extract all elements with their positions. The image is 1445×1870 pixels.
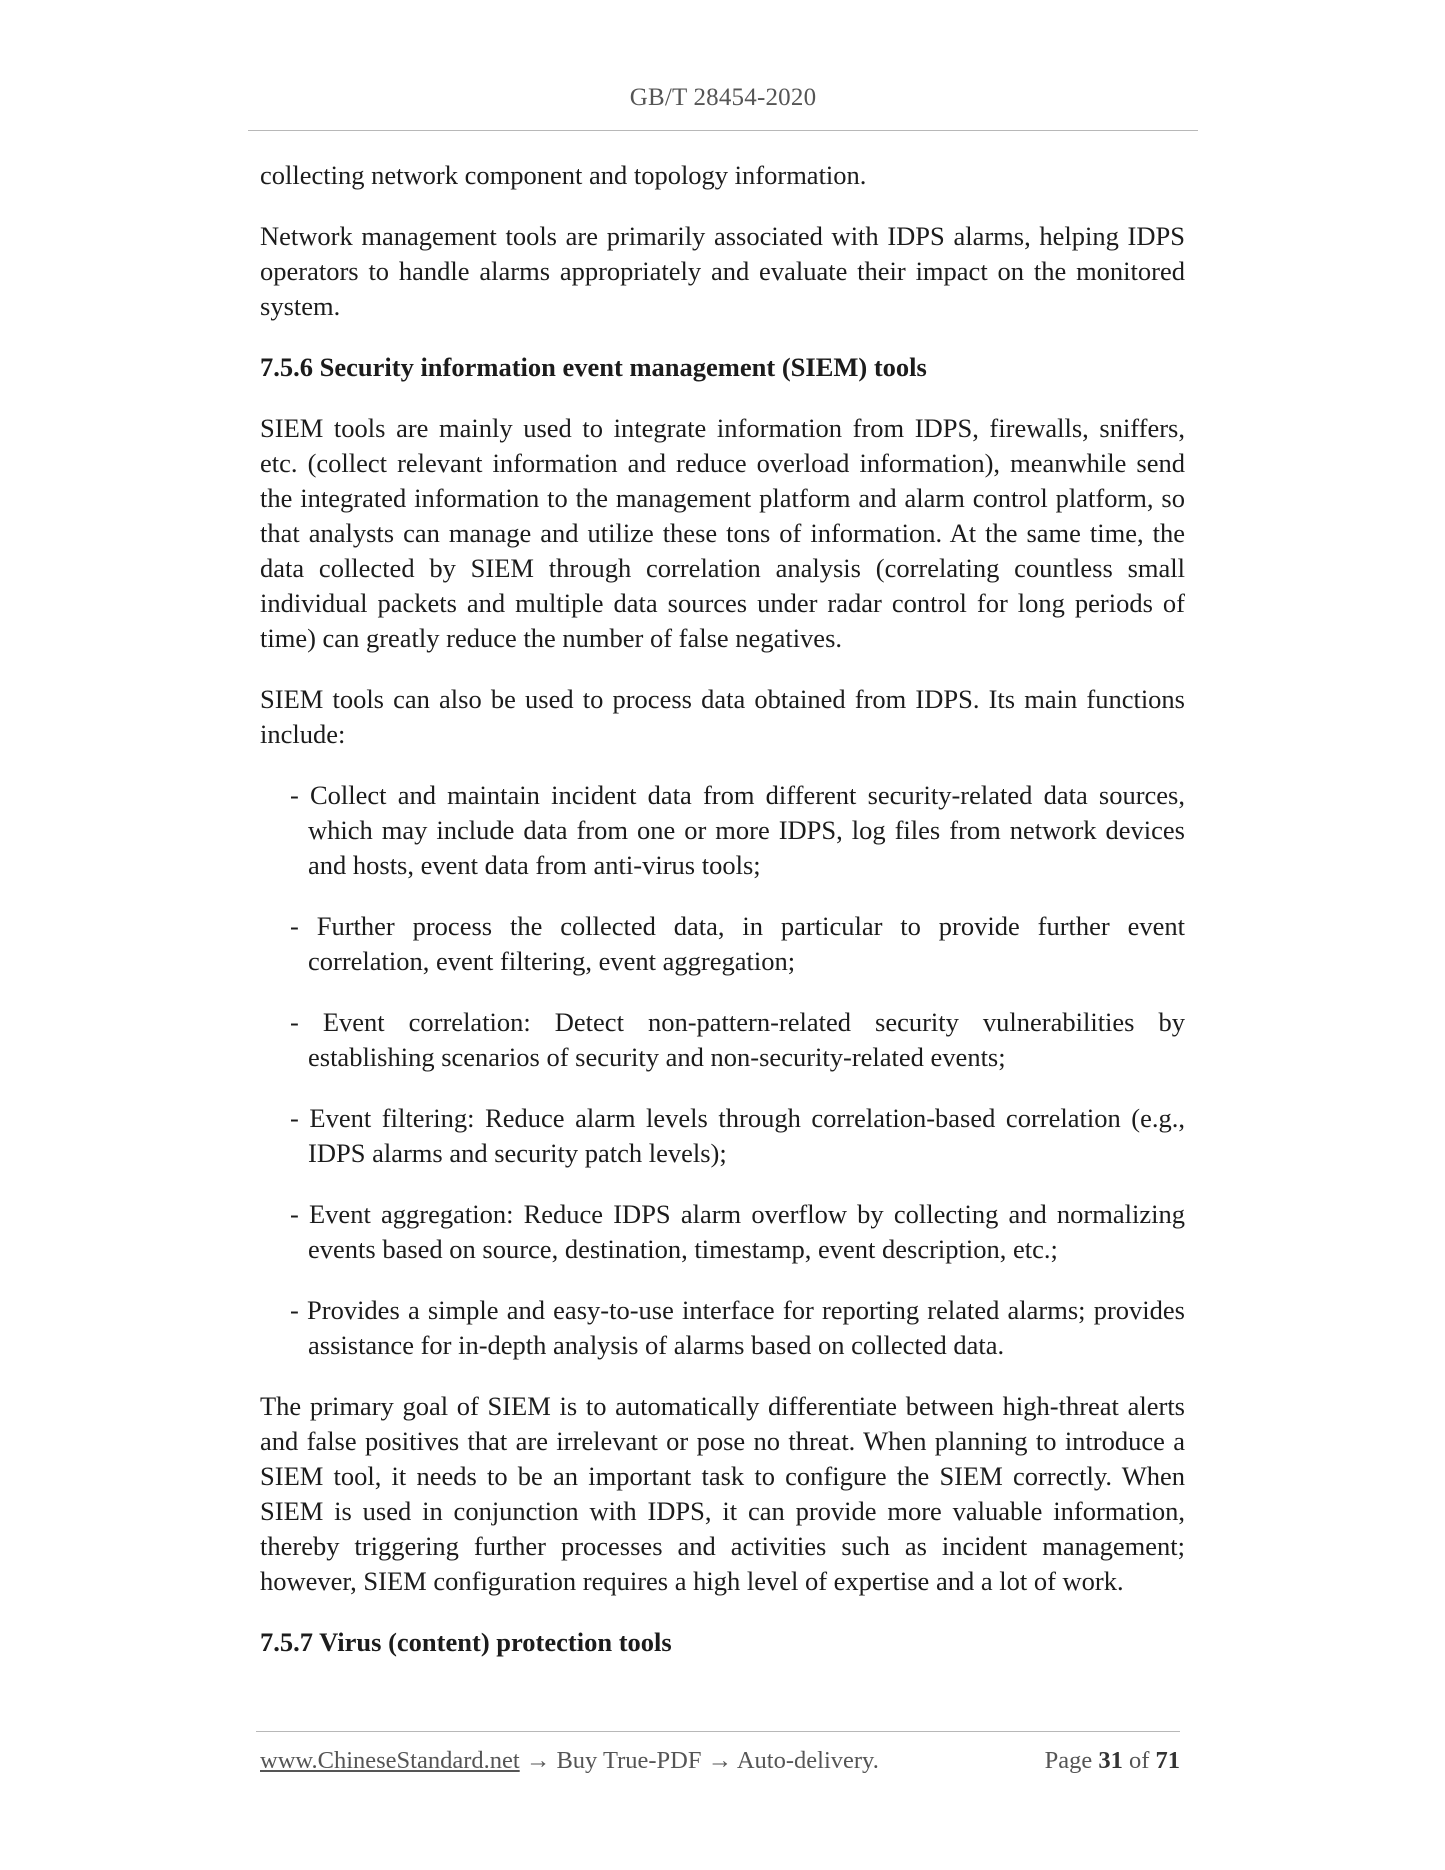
header-title: GB/T 28454-2020: [629, 84, 817, 111]
paragraph: The primary goal of SIEM is to automatically differentiate between high-threat alerts and false positives that are irrelevant or pose no threat. When planning to introduce a SIEM tool, it needs to be an important task to configure the SIEM correctly. When SIEM is used in conjunction with IDPS, it can provide more valuable information, thereby triggering further processes and activities such as incident management; however, SIEM configuration requires a high level of expertise and a lot of work.: [260, 1391, 1185, 1596]
footer-promo-text: → Buy True-PDF → Auto-delivery.: [519, 1747, 879, 1774]
section-heading: 7.5.7 Virus (content) protection tools: [260, 1627, 672, 1657]
paragraph: collecting network component and topology information.: [260, 160, 867, 190]
paragraph: Network management tools are primarily associated with IDPS alarms, helping IDPS operators to handle alarms appropriately and evaluate their impact on the monitored system.: [260, 221, 1185, 321]
list-item: - Further process the collected data, in particular to provide further event correlation, event filtering, event aggregation;: [290, 911, 1185, 976]
page-label: Page: [1044, 1747, 1093, 1774]
page-footer: [260, 1747, 1180, 1775]
page-current: 31: [1098, 1747, 1123, 1774]
list-item: - Event filtering: Reduce alarm levels through correlation-based correlation (e.g., IDPS alarms and security patch levels);: [290, 1103, 1185, 1168]
header-divider: [248, 130, 1198, 131]
list-item: - Provides a simple and easy-to-use interface for reporting related alarms; provides assistance for in-depth analysis of alarms based on collected data.: [290, 1295, 1185, 1360]
function-list: [260, 778, 1185, 1363]
page-content: [260, 158, 1185, 1686]
list-item: - Collect and maintain incident data from different security-related data sources, which may include data from one or more IDPS, log files from network devices and hosts, event data from anti-virus tools;: [290, 780, 1185, 880]
footer-divider: [256, 1731, 1180, 1732]
footer-promo: [260, 1747, 879, 1775]
paragraph: SIEM tools can also be used to process data obtained from IDPS. Its main functions include:: [260, 684, 1185, 749]
list-item: - Event correlation: Detect non-pattern-related security vulnerabilities by establishing scenarios of security and non-security-related events;: [290, 1007, 1185, 1072]
page-total: 71: [1155, 1747, 1180, 1774]
section-heading: 7.5.6 Security information event management (SIEM) tools: [260, 352, 927, 382]
paragraph: SIEM tools are mainly used to integrate information from IDPS, firewalls, sniffers, etc. (collect relevant information and reduce overload information), meanwhile send the integrated information to the management platform and alarm control platform, so that analysts can manage and utilize these tons of information. At the same time, the data collected by SIEM through correlation analysis (correlating countless small individual packets and multiple data sources under radar control for long periods of time) can greatly reduce the number of false negatives.: [260, 413, 1185, 653]
page-number: [1045, 1747, 1180, 1775]
page-of: of: [1128, 1747, 1150, 1774]
site-link[interactable]: www.ChineseStandard.net: [260, 1747, 520, 1774]
list-item: - Event aggregation: Reduce IDPS alarm overflow by collecting and normalizing events based on source, destination, timestamp, event description, etc.;: [290, 1199, 1185, 1264]
